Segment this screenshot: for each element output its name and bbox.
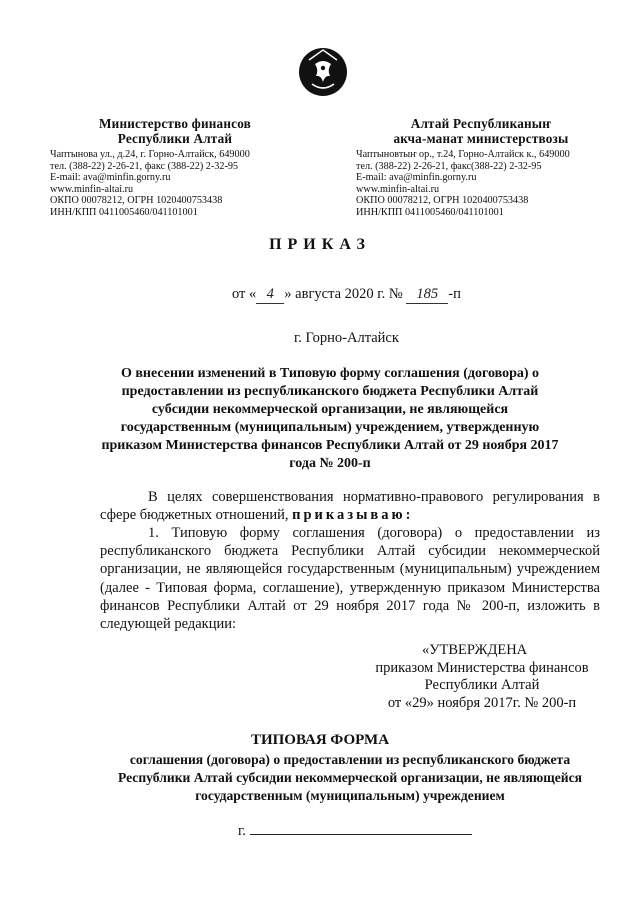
city-prefix: г. bbox=[238, 823, 246, 839]
website-line: www.minfin-altai.ru bbox=[50, 183, 134, 195]
preamble-text: В целях совершенствования нормативно-правового регулирования в сфере бюджетных отношений, bbox=[100, 489, 600, 524]
ministry-title-line1: Министерство финансов bbox=[99, 116, 251, 131]
approved-republic-line: Республики Алтай bbox=[424, 677, 540, 693]
address-line: Чаптыновтыҥ ор., т.24, Горно-Алтайск к., 649000 bbox=[356, 149, 570, 160]
date-prefix: от « bbox=[232, 286, 257, 302]
approved-by-line: приказом Министерства финансов bbox=[375, 659, 589, 676]
date-month-year: » августа 2020 г. № bbox=[284, 286, 403, 302]
email-line: E-mail: ava@minfin.gorny.ru bbox=[356, 172, 477, 184]
city-blank-line bbox=[238, 820, 472, 840]
coat-of-arms-emblem bbox=[297, 42, 349, 102]
okpo-line: ОКПО 00078212, ОГРН 1020400753438 bbox=[356, 195, 529, 207]
ministry-alt-title-line1: Алтай Республиканыҥ bbox=[410, 116, 552, 131]
inn-line: ИНН/КПП 0411005460/041101001 bbox=[356, 206, 504, 218]
phone-line: тел. (388-22) 2-26-21, факс (388-22) 2-32-95 bbox=[50, 160, 239, 172]
city-blank-field bbox=[250, 820, 472, 835]
approved-label: «УТВЕРЖДЕНА bbox=[422, 642, 528, 658]
ministry-alt-title-line2: акча-манат министерствозы bbox=[393, 131, 569, 146]
website-line: www.minfin-altai.ru bbox=[356, 183, 440, 195]
phone-line: тел. (388-22) 2-26-21, факс(388-22) 2-32-95 bbox=[356, 160, 542, 172]
okpo-line: ОКПО 00078212, ОГРН 1020400753438 bbox=[50, 195, 223, 207]
typical-form-subtitle: соглашения (договора) о предоставлении из республиканского бюджета Республики Алтай субсидии некоммерческой организации, не являющейся государственным (муниципальным) учреждением bbox=[117, 752, 582, 803]
approval-stamp-block bbox=[362, 642, 602, 712]
order-day: 4 bbox=[256, 286, 284, 304]
order-title: О внесении изменений в Типовую форму соглашения (договора) о предоставлении из республиканского бюджета Республики Алтай субсидии некоммерческой организации, не являющейся государственным (муниципальным) учреждением, утвержденную приказом Министерства финансов Республики Алтай от 29 ноября 2017 года № 200-п bbox=[101, 366, 559, 471]
inn-line: ИНН/КПП 0411005460/041101001 bbox=[50, 206, 198, 218]
order-heading: ПРИКАЗ bbox=[269, 236, 371, 253]
header-left-block bbox=[40, 116, 310, 219]
order-number: 185 bbox=[406, 286, 448, 304]
address-line: Чаптынова ул., д.24, г. Горно-Алтайск, 649000 bbox=[50, 149, 250, 160]
order-city: г. Горно-Алтайск bbox=[294, 330, 399, 346]
contact-details-alt bbox=[356, 149, 636, 219]
ministry-name-ru bbox=[40, 116, 310, 146]
preamble-paragraph bbox=[100, 488, 600, 524]
typical-form-title: ТИПОВАЯ ФОРМА bbox=[250, 732, 390, 748]
item-1-paragraph: 1. Типовую форму соглашения (договора) о предоставлении из республиканского бюджета Республики Алтай субсидии некоммерческой организации, не являющейся государственным (муниципальным) учреждением (далее - Типовая форма, соглашение), утвержденную приказом Министерства финансов Республики Алтай от 29 ноября 2017 года № 200-п, изложить в следующей редакции: bbox=[100, 525, 600, 633]
email-line: E-mail: ava@minfin.gorny.ru bbox=[50, 172, 171, 184]
ministry-name-alt bbox=[356, 116, 606, 146]
order-number-suffix: -п bbox=[448, 286, 461, 302]
order-date-line bbox=[232, 286, 461, 304]
approved-date-line: от «29» ноября 2017г. № 200-п bbox=[387, 694, 577, 711]
order-word: приказываю: bbox=[292, 507, 414, 524]
contact-details-ru bbox=[40, 149, 310, 219]
ministry-title-line2: Республики Алтай bbox=[117, 131, 233, 146]
header-right-block bbox=[356, 116, 636, 219]
